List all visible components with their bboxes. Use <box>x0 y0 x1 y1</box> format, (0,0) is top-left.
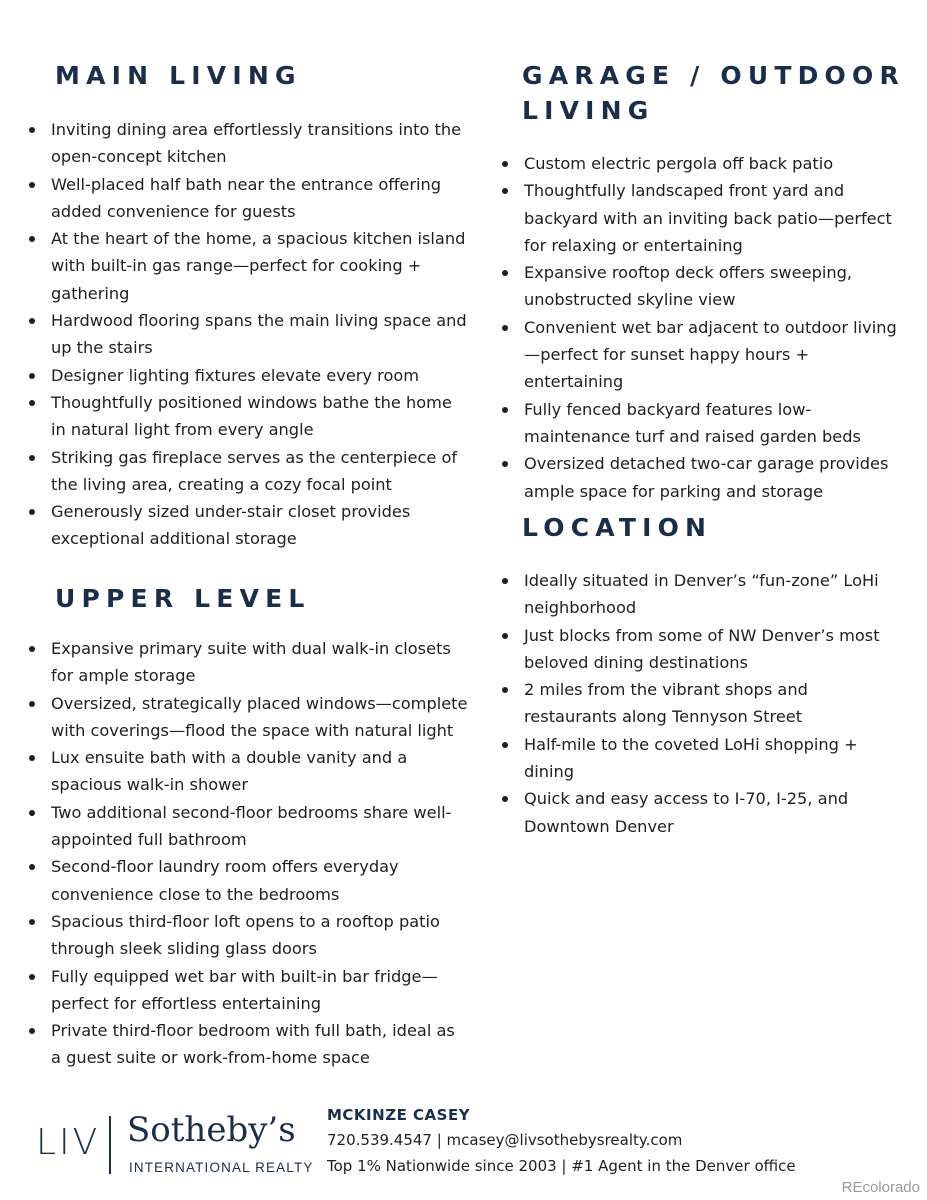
section-title-location: LOCATION <box>522 513 713 542</box>
liv-logo-text: LIV <box>36 1122 101 1163</box>
list-item: Designer lighting fixtures elevate every room <box>24 362 469 389</box>
section-title-garage-outdoor: GARAGE / OUTDOOR LIVING <box>522 61 905 125</box>
list-item: 2 miles from the vibrant shops and restaurants along Tennyson Street <box>497 676 887 731</box>
list-item: Oversized, strategically placed windows—complete with coverings—flood the space with natural light <box>24 690 469 745</box>
list-item: Well-placed half bath near the entrance offering added convenience for guests <box>24 171 469 226</box>
list-item: Expansive primary suite with dual walk-in closets for ample storage <box>24 635 469 690</box>
sothebys-logo-text: Sotheby’s <box>127 1110 296 1150</box>
footer <box>0 1100 927 1200</box>
logo-subtitle: INTERNATIONAL REALTY <box>129 1160 314 1175</box>
location-list <box>497 567 887 840</box>
list-item: Ideally situated in Denver’s “fun-zone” LoHi neighborhood <box>497 567 887 622</box>
list-item: Oversized detached two-car garage provides ample space for parking and storage <box>497 450 912 505</box>
list-item: Private third-floor bedroom with full bath, ideal as a guest suite or work-from-home space <box>24 1017 469 1072</box>
list-item: Just blocks from some of NW Denver’s most beloved dining destinations <box>497 622 887 677</box>
list-item: Thoughtfully positioned windows bathe the home in natural light from every angle <box>24 389 469 444</box>
list-item: Lux ensuite bath with a double vanity and a spacious walk-in shower <box>24 744 469 799</box>
section-title-main-living: MAIN LIVING <box>55 61 302 90</box>
list-item: Half-mile to the coveted LoHi shopping + dining <box>497 731 887 786</box>
agent-contact: 720.539.4547 | mcasey@livsothebysrealty.com <box>327 1131 683 1149</box>
list-item: Thoughtfully landscaped front yard and backyard with an inviting back patio—perfect for relaxing or entertaining <box>497 177 912 259</box>
list-item: At the heart of the home, a spacious kitchen island with built-in gas range—perfect for cooking + gathering <box>24 225 469 307</box>
section-title-upper-level: UPPER LEVEL <box>55 584 311 613</box>
list-item: Generously sized under-stair closet provides exceptional additional storage <box>24 498 469 553</box>
list-item: Quick and easy access to I-70, I-25, and Downtown Denver <box>497 785 887 840</box>
agent-name: MCKINZE CASEY <box>327 1106 471 1124</box>
watermark: REcolorado <box>841 1179 920 1196</box>
list-item: Fully equipped wet bar with built-in bar fridge—perfect for effortless entertaining <box>24 963 469 1018</box>
list-item: Striking gas fireplace serves as the centerpiece of the living area, creating a cozy focal point <box>24 444 469 499</box>
list-item: Convenient wet bar adjacent to outdoor living —perfect for sunset happy hours + entertaining <box>497 314 912 396</box>
upper-level-list <box>24 635 469 1072</box>
list-item: Second-floor laundry room offers everyday convenience close to the bedrooms <box>24 853 469 908</box>
agent-tagline: Top 1% Nationwide since 2003 | #1 Agent in the Denver office <box>327 1157 796 1175</box>
list-item: Expansive rooftop deck offers sweeping, unobstructed skyline view <box>497 259 912 314</box>
garage-outdoor-list <box>497 150 912 505</box>
list-item: Fully fenced backyard features low-maintenance turf and raised garden beds <box>497 396 912 451</box>
list-item: Two additional second-floor bedrooms share well-appointed full bathroom <box>24 799 469 854</box>
list-item: Spacious third-floor loft opens to a rooftop patio through sleek sliding glass doors <box>24 908 469 963</box>
main-living-list <box>24 116 469 553</box>
list-item: Hardwood flooring spans the main living space and up the stairs <box>24 307 469 362</box>
list-item: Custom electric pergola off back patio <box>497 150 912 177</box>
logo-divider <box>109 1116 111 1174</box>
list-item: Inviting dining area effortlessly transitions into the open-concept kitchen <box>24 116 469 171</box>
